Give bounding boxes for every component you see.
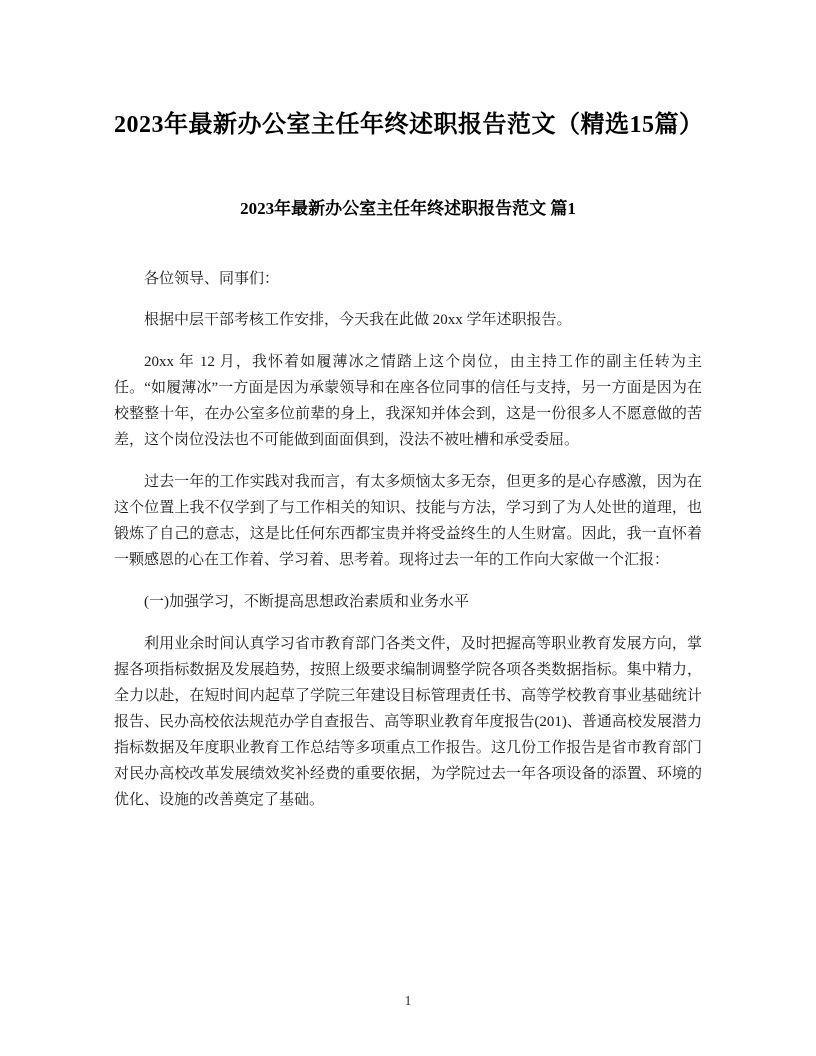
paragraph-intro: 根据中层干部考核工作安排，今天我在此做 20xx 学年述职报告。 (144, 311, 572, 328)
page-number: 1 (404, 994, 412, 1009)
paragraph-body-2: 过去一年的工作实践对我而言，有太多烦恼太多无奈，但更多的是心存感激，因为在这个位置上我不仅学到了与工作相关的知识、技能与方法，学习到了为人处世的道理，也锻炼了自己的意志，这是比任何东西都宝贵并将受益终生的人生财富。因此，我一直怀着一颗感恩的心在工作着、学习着、思考着。现将过去一年的工作向大家做一个汇报： (114, 473, 702, 568)
document-title: 2023年最新办公室主任年终述职报告范文（精选15篇） (114, 112, 704, 138)
paragraph-salutation: 各位领导、同事们： (144, 270, 280, 287)
paragraph-body-1: 20xx 年 12 月，我怀着如履薄冰之情踏上这个岗位，由主持工作的副主任转为主任。“如履薄冰”一方面是因为承蒙领导和在座各位同事的信任与支持，另一方面是因为在校整整十年，在办公室多位前辈的身上，我深知并体会到，这是一份很多人不愿意做的苦差，这个岗位没法也不可能做到面面俱到，没法不被吐槽和承受委屈。 (114, 353, 702, 448)
paragraph-body-3: 利用业余时间认真学习省市教育部门各类文件，及时把握高等职业教育发展方向，掌握各项指标数据及发展趋势，按照上级要求编制调整学院各项各类数据指标。集中精力，全力以赴，在短时间内起草了学院三年建设目标管理责任书、高等学校教育事业基础统计报告、民办高校依法规范办学自查报告、高等职业教育年度报告(201)、普通高校发展潜力指标数据及年度职业教育工作总结等多项重点工作报告。这几份工作报告是省市教育部门对民办高校改革发展绩效奖补经费的重要依据，为学院过去一年各项设备的添置、环境的优化、设施的改善奠定了基础。 (114, 635, 702, 808)
section-heading: 2023年最新办公室主任年终述职报告范文 篇1 (240, 199, 576, 219)
paragraph-subheading-1: (一)加强学习，不断提高思想政治素质和业务水平 (144, 593, 469, 610)
